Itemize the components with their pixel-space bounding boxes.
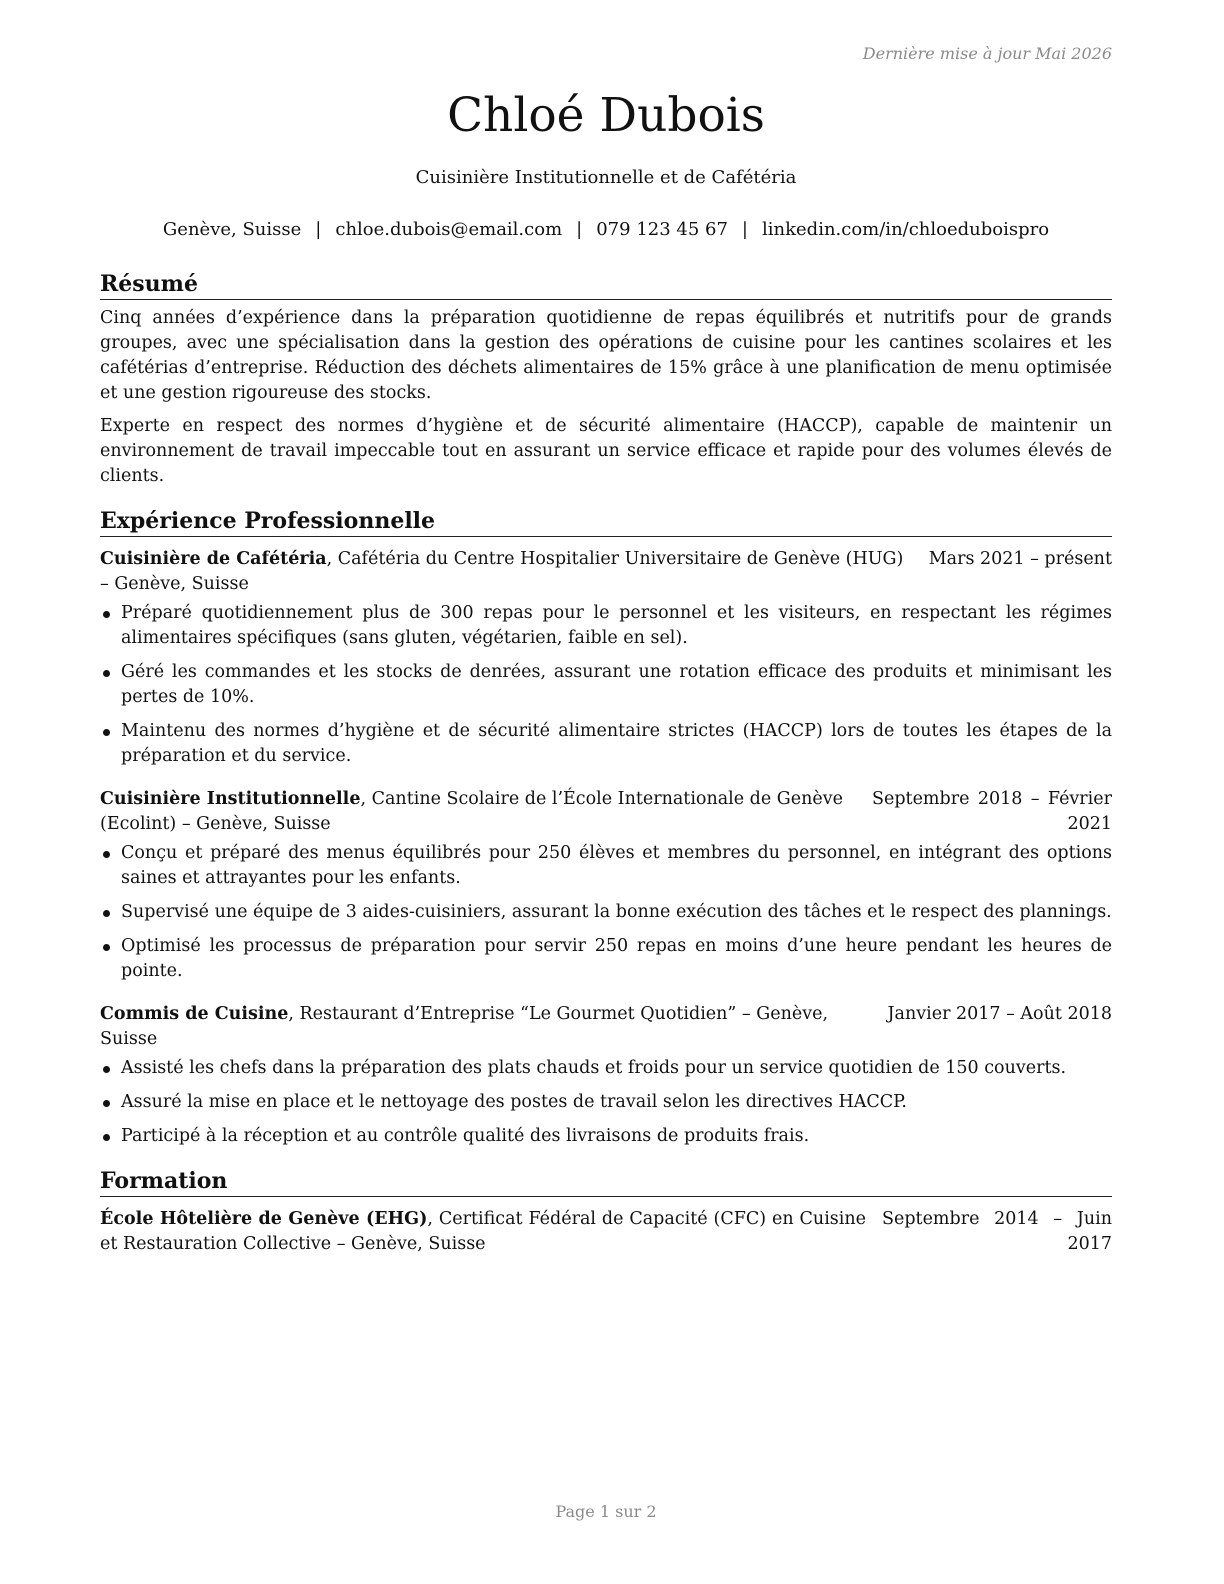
bullet-icon	[103, 611, 110, 618]
job-dates: Mars 2021 – présent	[928, 549, 1112, 569]
job-dates: Septembre 2018 – Février 2021	[872, 789, 1112, 834]
bullet-icon	[103, 851, 110, 858]
candidate-name: Chloé Dubois	[447, 88, 765, 143]
job-bullet	[100, 1056, 1112, 1081]
bullet-icon	[103, 1066, 110, 1073]
job-entry	[100, 1002, 1112, 1149]
contact-phone[interactable]: 079 123 45 67	[596, 219, 728, 240]
job-org: , Restaurant d’Entreprise “Le Gourmet Quotidien” – Genève, Suisse	[100, 1004, 829, 1049]
bullet-icon	[103, 944, 110, 951]
contact-separator: |	[576, 219, 583, 240]
job-org: , Cafétéria du Centre Hospitalier Universitaire de Genève (HUG) – Genève, Suisse	[100, 549, 904, 594]
job-bullet	[100, 934, 1112, 984]
bullet-icon	[103, 1100, 110, 1107]
job-role: Cuisinière de Cafétéria	[100, 549, 327, 569]
resume-page	[100, 0, 1112, 1584]
bullet-text: Conçu et préparé des menus équilibrés pour 250 élèves et membres du personnel, en intégrant des options saines et attrayantes pour les enfants.	[121, 843, 1112, 888]
resume-content	[100, 270, 1112, 1257]
bullet-text: Participé à la réception et au contrôle qualité des livraisons de produits frais.	[121, 1126, 810, 1146]
job-bullets	[100, 841, 1112, 984]
bullet-icon	[103, 670, 110, 677]
education-header	[100, 1207, 1112, 1257]
contact-linkedin[interactable]: linkedin.com/in/chloeduboispro	[762, 219, 1050, 240]
job-title-org	[100, 547, 913, 597]
contact-separator: |	[315, 219, 322, 240]
headline: Cuisinière Institutionnelle et de Cafétéria	[415, 167, 797, 188]
section-title-education: Formation	[100, 1167, 1112, 1197]
job-bullet	[100, 601, 1112, 651]
job-entry	[100, 547, 1112, 769]
job-bullet	[100, 1090, 1112, 1115]
experience-section	[100, 507, 1112, 1149]
summary-paragraph: Experte en respect des normes d’hygiène et de sécurité alimentaire (HACCP), capable de maintenir un environnement de travail impeccable tout en assurant un service efficace et rapide pour des volumes élevés de clients.	[100, 416, 1112, 486]
job-header	[100, 787, 1112, 837]
education-detail: , Certificat Fédéral de Capacité (CFC) en Cuisine et Restauration Collective – Genève, Suisse	[100, 1209, 867, 1254]
bullet-text: Maintenu des normes d’hygiène et de sécurité alimentaire strictes (HACCP) lors de toutes les étapes de la préparation et du service.	[121, 721, 1112, 766]
contact-location: Genève, Suisse	[162, 219, 302, 240]
bullet-text: Préparé quotidiennement plus de 300 repas pour le personnel et les visiteurs, en respectant les régimes alimentaires spécifiques (sans gluten, végétarien, faible en sel).	[121, 603, 1112, 648]
contact-line	[100, 219, 1112, 240]
job-bullet	[100, 841, 1112, 891]
job-bullet	[100, 719, 1112, 769]
bullet-icon	[103, 729, 110, 736]
job-dates: Janvier 2017 – Août 2018	[887, 1004, 1112, 1024]
job-bullets	[100, 601, 1112, 769]
bullet-text: Optimisé les processus de préparation pour servir 250 repas en moins d’une heure pendant les heures de pointe.	[121, 936, 1112, 981]
page-number: Page 1 sur 2	[555, 1502, 657, 1521]
education-school: École Hôtelière de Genève (EHG)	[100, 1209, 428, 1229]
summary-section	[100, 270, 1112, 489]
job-role: Commis de Cuisine	[100, 1004, 289, 1024]
education-dates: Septembre 2014 – Juin 2017	[882, 1209, 1112, 1254]
education-title	[100, 1207, 866, 1257]
job-org: , Cantine Scolaire de l’École Internationale de Genève (Ecolint) – Genève, Suisse	[100, 789, 844, 834]
contact-email[interactable]: chloe.dubois@email.com	[335, 219, 563, 240]
last-updated: Dernière mise à jour Mai 2026	[862, 44, 1112, 63]
job-bullets	[100, 1056, 1112, 1149]
job-header	[100, 1002, 1112, 1052]
bullet-icon	[103, 910, 110, 917]
job-title-org	[100, 787, 856, 837]
bullet-text: Assuré la mise en place et le nettoyage des postes de travail selon les directives HACCP.	[121, 1092, 907, 1112]
bullet-text: Géré les commandes et les stocks de denrées, assurant une rotation efficace des produits et minimisant les pertes de 10%.	[121, 662, 1112, 707]
job-header	[100, 547, 1112, 597]
job-role: Cuisinière Institutionnelle	[100, 789, 361, 809]
education-section	[100, 1167, 1112, 1257]
job-entry	[100, 787, 1112, 984]
job-bullet	[100, 900, 1112, 925]
section-title-summary: Résumé	[100, 270, 1112, 300]
contact-separator: |	[741, 219, 748, 240]
job-bullet	[100, 660, 1112, 710]
summary-paragraph: Cinq années d’expérience dans la préparation quotidienne de repas équilibrés et nutritifs pour de grands groupes, avec une spécialisation dans la gestion des opérations de cuisine pour les cantines scolaires et les cafétérias d’entreprise. Réduction des déchets alimentaires de 15% grâce à une planification de menu optimisée et une gestion rigoureuse des stocks.	[100, 308, 1112, 403]
job-title-org	[100, 1002, 872, 1052]
bullet-text: Assisté les chefs dans la préparation des plats chauds et froids pour un service quotidien de 150 couverts.	[121, 1058, 1067, 1078]
bullet-text: Supervisé une équipe de 3 aides-cuisiniers, assurant la bonne exécution des tâches et le respect des plannings.	[121, 902, 1112, 922]
bullet-icon	[103, 1134, 110, 1141]
education-entry	[100, 1207, 1112, 1257]
job-bullet	[100, 1124, 1112, 1149]
section-title-experience: Expérience Professionnelle	[100, 507, 1112, 537]
